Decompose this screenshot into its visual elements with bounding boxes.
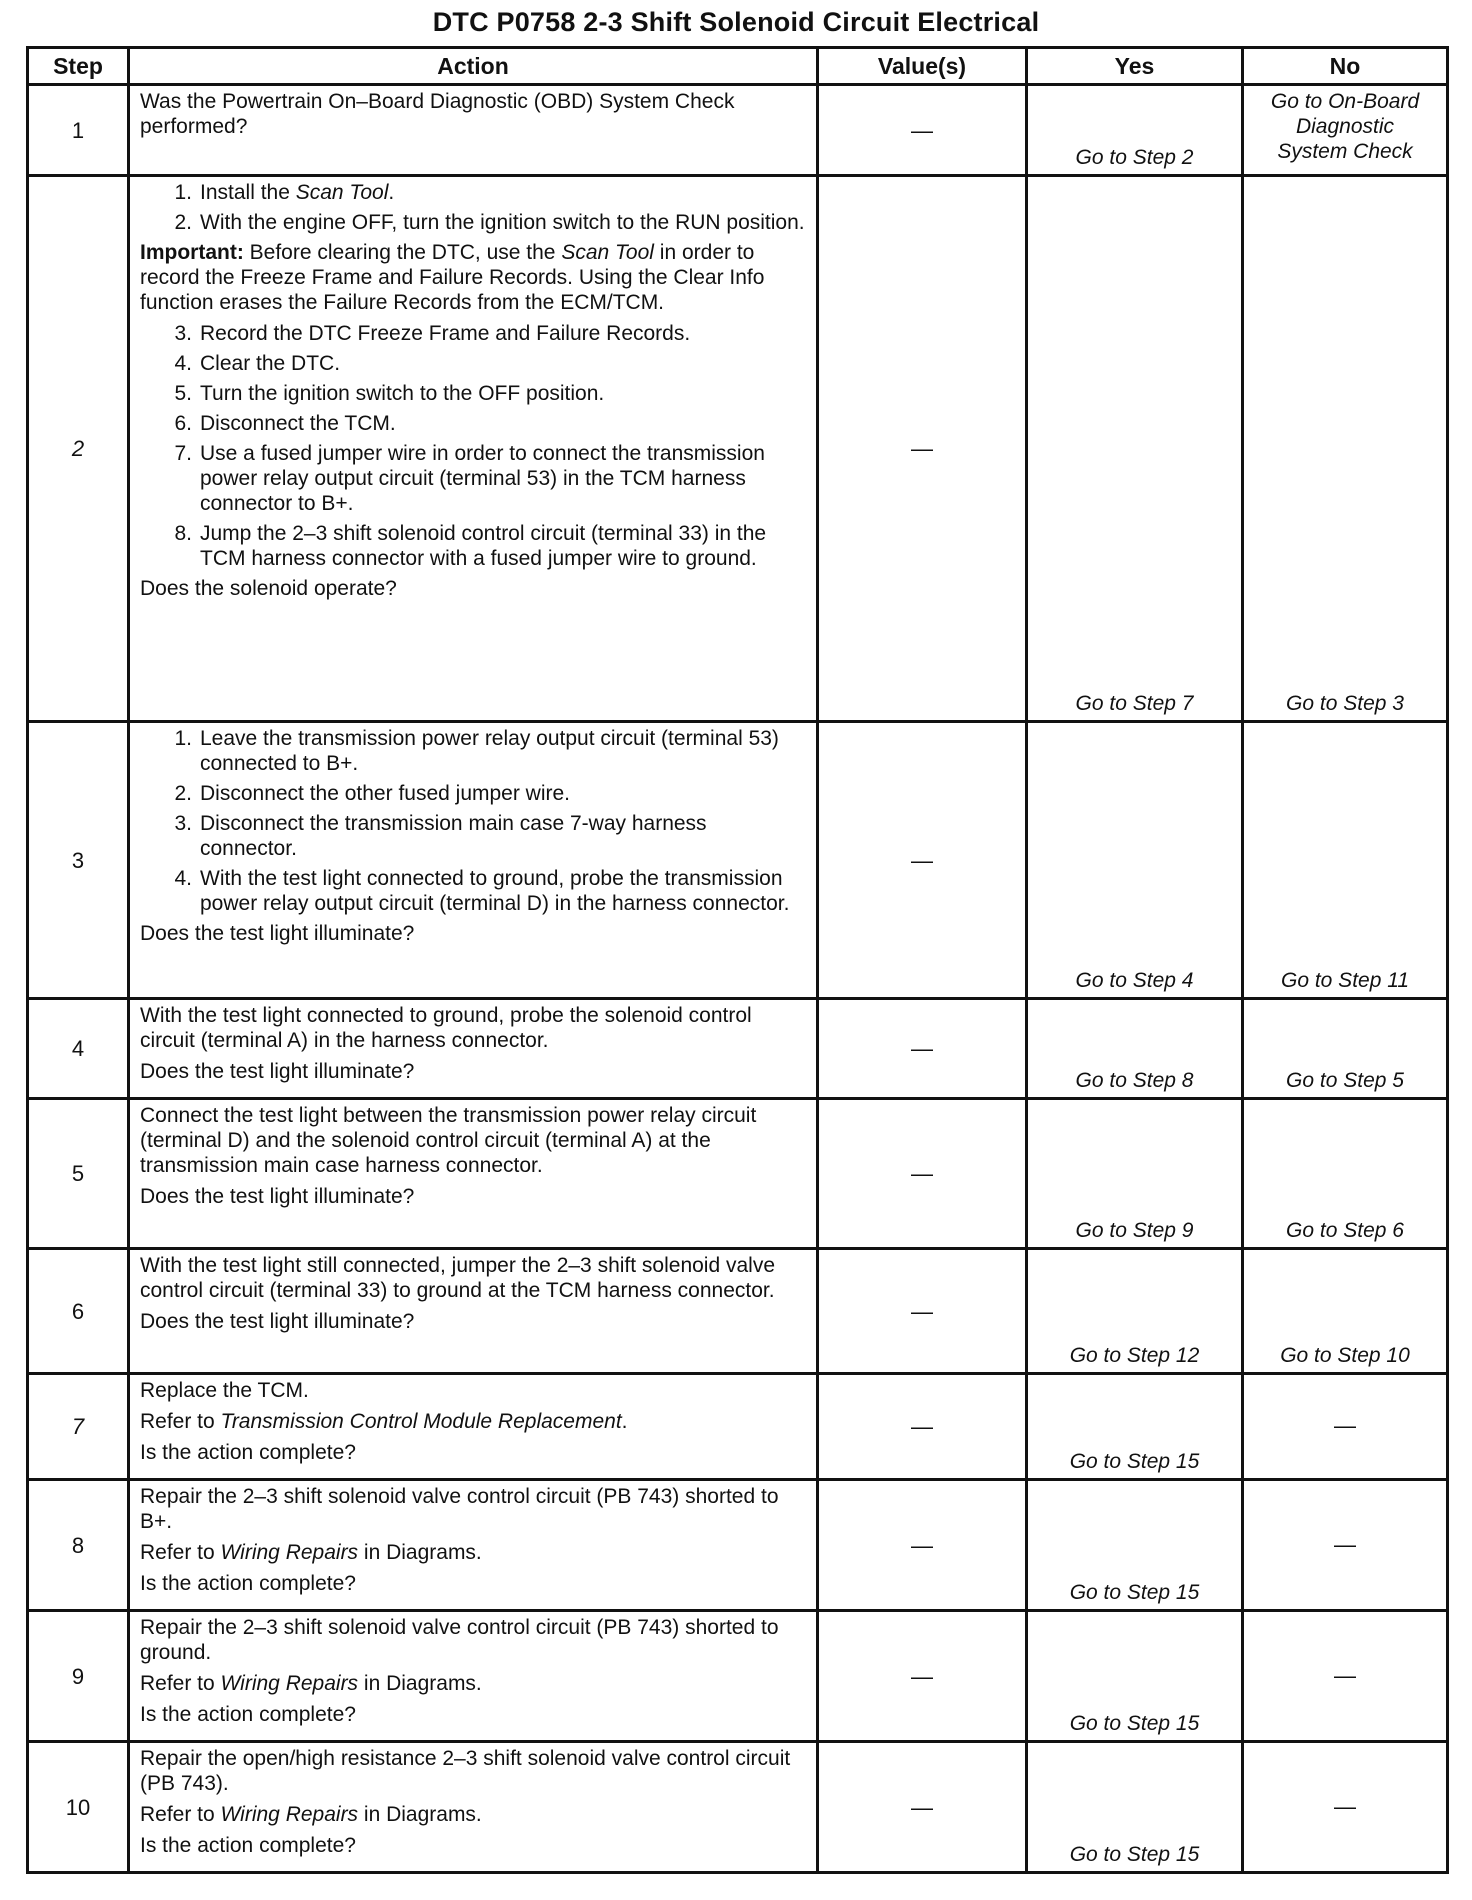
yes-cell: Go to Step 15 — [1027, 1374, 1243, 1480]
action-list-item: 3. Record the DTC Freeze Frame and Failure Records. — [174, 322, 691, 345]
action-reference: Refer to Wiring Repairs in Diagrams. — [140, 1541, 482, 1564]
action-question: Is the action complete? — [140, 1441, 356, 1464]
action-cell — [129, 999, 818, 1099]
table-row — [28, 1249, 1448, 1374]
action-question: Is the action complete? — [140, 1834, 356, 1857]
step-number: 3 — [28, 722, 129, 999]
action-reference: Refer to Wiring Repairs in Diagrams. — [140, 1672, 482, 1695]
action-list-item: 1. Install the Scan Tool. — [174, 181, 395, 204]
no-cell: Go to Step 3 — [1243, 176, 1448, 722]
action-question: Does the test light illuminate? — [140, 1310, 415, 1333]
no-cell: — — [1243, 1742, 1448, 1873]
step-number: 9 — [28, 1611, 129, 1742]
action-list-item: 6. Disconnect the TCM. — [174, 412, 396, 435]
no-cell: — — [1243, 1480, 1448, 1611]
action-question: Does the solenoid operate? — [140, 577, 397, 600]
action-reference: Refer to Wiring Repairs in Diagrams. — [140, 1803, 482, 1826]
value-cell: — — [818, 1611, 1027, 1742]
action-text: Replace the TCM. — [140, 1379, 309, 1402]
action-cell — [129, 722, 818, 999]
step-number: 4 — [28, 999, 129, 1099]
action-question: Was the Powertrain On–Board Diagnostic (OBD) System Check performed? — [140, 90, 735, 138]
table-row — [28, 1099, 1448, 1249]
value-cell: — — [818, 85, 1027, 176]
no-cell: — — [1243, 1374, 1448, 1480]
step-number: 8 — [28, 1480, 129, 1611]
table-row — [28, 1611, 1448, 1742]
value-cell: — — [818, 1742, 1027, 1873]
action-list-item: 5. Turn the ignition switch to the OFF position. — [174, 382, 605, 405]
value-cell: — — [818, 176, 1027, 722]
no-cell: Go to Step 6 — [1243, 1099, 1448, 1249]
no-cell: Go to Step 5 — [1243, 999, 1448, 1099]
action-list-item: 8. Jump the 2–3 shift solenoid control circuit (terminal 33) in the TCM harness connector with a fused jumper wire to ground. — [174, 522, 767, 570]
table-row — [28, 1742, 1448, 1873]
table-row — [28, 999, 1448, 1099]
action-cell — [129, 1374, 818, 1480]
table-header-row — [28, 48, 1448, 85]
action-list-item: 4. With the test light connected to ground, probe the transmission power relay output circuit (terminal D) in the harness connector. — [174, 867, 790, 915]
value-cell: — — [818, 999, 1027, 1099]
table-row — [28, 1374, 1448, 1480]
action-cell — [129, 1742, 818, 1873]
no-prefix: Go to — [1270, 90, 1329, 113]
action-text: Repair the open/high resistance 2–3 shift solenoid valve control circuit (PB 743). — [140, 1747, 791, 1795]
action-question: Does the test light illuminate? — [140, 1060, 415, 1083]
action-question: Is the action complete? — [140, 1572, 356, 1595]
yes-cell: Go to Step 15 — [1027, 1742, 1243, 1873]
action-cell — [129, 85, 818, 176]
no-link: System Check — [1277, 140, 1413, 163]
yes-cell: Go to Step 15 — [1027, 1480, 1243, 1611]
important-note: Important: Before clearing the DTC, use the Scan Tool in order to record the Freeze Frame and Failure Records. Using the Clear Info function erases the Failure Records from the ECM/TCM. — [140, 241, 765, 314]
step-number: 1 — [28, 85, 129, 176]
action-cell — [129, 1099, 818, 1249]
value-cell: — — [818, 1480, 1027, 1611]
diagnostic-table — [26, 46, 1449, 1874]
header-no: No — [1243, 48, 1448, 85]
action-list-item: 7. Use a fused jumper wire in order to connect the transmission power relay output circuit (terminal 53) in the TCM harness connector to B+. — [174, 442, 765, 515]
yes-cell: Go to Step 2 — [1027, 85, 1243, 176]
action-reference: Refer to Transmission Control Module Replacement. — [140, 1410, 628, 1433]
step-number: 7 — [28, 1374, 129, 1480]
table-row — [28, 176, 1448, 722]
action-question: Does the test light illuminate? — [140, 922, 415, 945]
page-title: DTC P0758 2-3 Shift Solenoid Circuit Electrical — [432, 7, 1040, 37]
table-row — [28, 1480, 1448, 1611]
step-number: 6 — [28, 1249, 129, 1374]
no-cell — [1243, 85, 1448, 176]
yes-cell: Go to Step 12 — [1027, 1249, 1243, 1374]
yes-cell: Go to Step 7 — [1027, 176, 1243, 722]
step-number: 2 — [28, 176, 129, 722]
value-cell: — — [818, 1374, 1027, 1480]
action-list-item: 1. Leave the transmission power relay output circuit (terminal 53) connected to B+. — [174, 727, 779, 775]
no-cell: — — [1243, 1611, 1448, 1742]
action-question: Is the action complete? — [140, 1703, 356, 1726]
step-number: 5 — [28, 1099, 129, 1249]
action-text: With the test light connected to ground, probe the solenoid control circuit (terminal A) in the harness connector. — [140, 1004, 752, 1052]
action-list-item: 2. Disconnect the other fused jumper wire. — [174, 782, 571, 805]
no-link: On-Board — [1328, 90, 1420, 113]
header-values: Value(s) — [818, 48, 1027, 85]
table-row — [28, 85, 1448, 176]
header-step: Step — [28, 48, 129, 85]
action-cell — [129, 176, 818, 722]
action-text: Connect the test light between the transmission power relay circuit (terminal D) and the solenoid control circuit (terminal A) at the transmission main case harness connector. — [140, 1104, 757, 1177]
action-text: Repair the 2–3 shift solenoid valve control circuit (PB 743) shorted to B+. — [140, 1485, 779, 1533]
action-list-item: 4. Clear the DTC. — [174, 352, 341, 375]
no-cell: Go to Step 10 — [1243, 1249, 1448, 1374]
action-question: Does the test light illuminate? — [140, 1185, 415, 1208]
yes-cell: Go to Step 9 — [1027, 1099, 1243, 1249]
value-cell: — — [818, 1249, 1027, 1374]
action-list-item: 3. Disconnect the transmission main case 7-way harness connector. — [174, 812, 707, 860]
action-text: With the test light still connected, jumper the 2–3 shift solenoid valve control circuit (terminal 33) to ground at the TCM harness connector. — [140, 1254, 776, 1302]
table-row — [28, 722, 1448, 999]
value-cell: — — [818, 722, 1027, 999]
no-cell: Go to Step 11 — [1243, 722, 1448, 999]
yes-cell: Go to Step 4 — [1027, 722, 1243, 999]
yes-cell: Go to Step 15 — [1027, 1611, 1243, 1742]
action-list-item: 2. With the engine OFF, turn the ignition switch to the RUN position. — [174, 211, 805, 234]
header-yes: Yes — [1027, 48, 1243, 85]
header-action: Action — [129, 48, 818, 85]
no-link: Diagnostic — [1295, 115, 1395, 138]
action-text: Repair the 2–3 shift solenoid valve control circuit (PB 743) shorted to ground. — [140, 1616, 779, 1664]
value-cell: — — [818, 1099, 1027, 1249]
step-number: 10 — [28, 1742, 129, 1873]
action-cell — [129, 1249, 818, 1374]
action-cell — [129, 1611, 818, 1742]
yes-cell: Go to Step 8 — [1027, 999, 1243, 1099]
action-cell — [129, 1480, 818, 1611]
